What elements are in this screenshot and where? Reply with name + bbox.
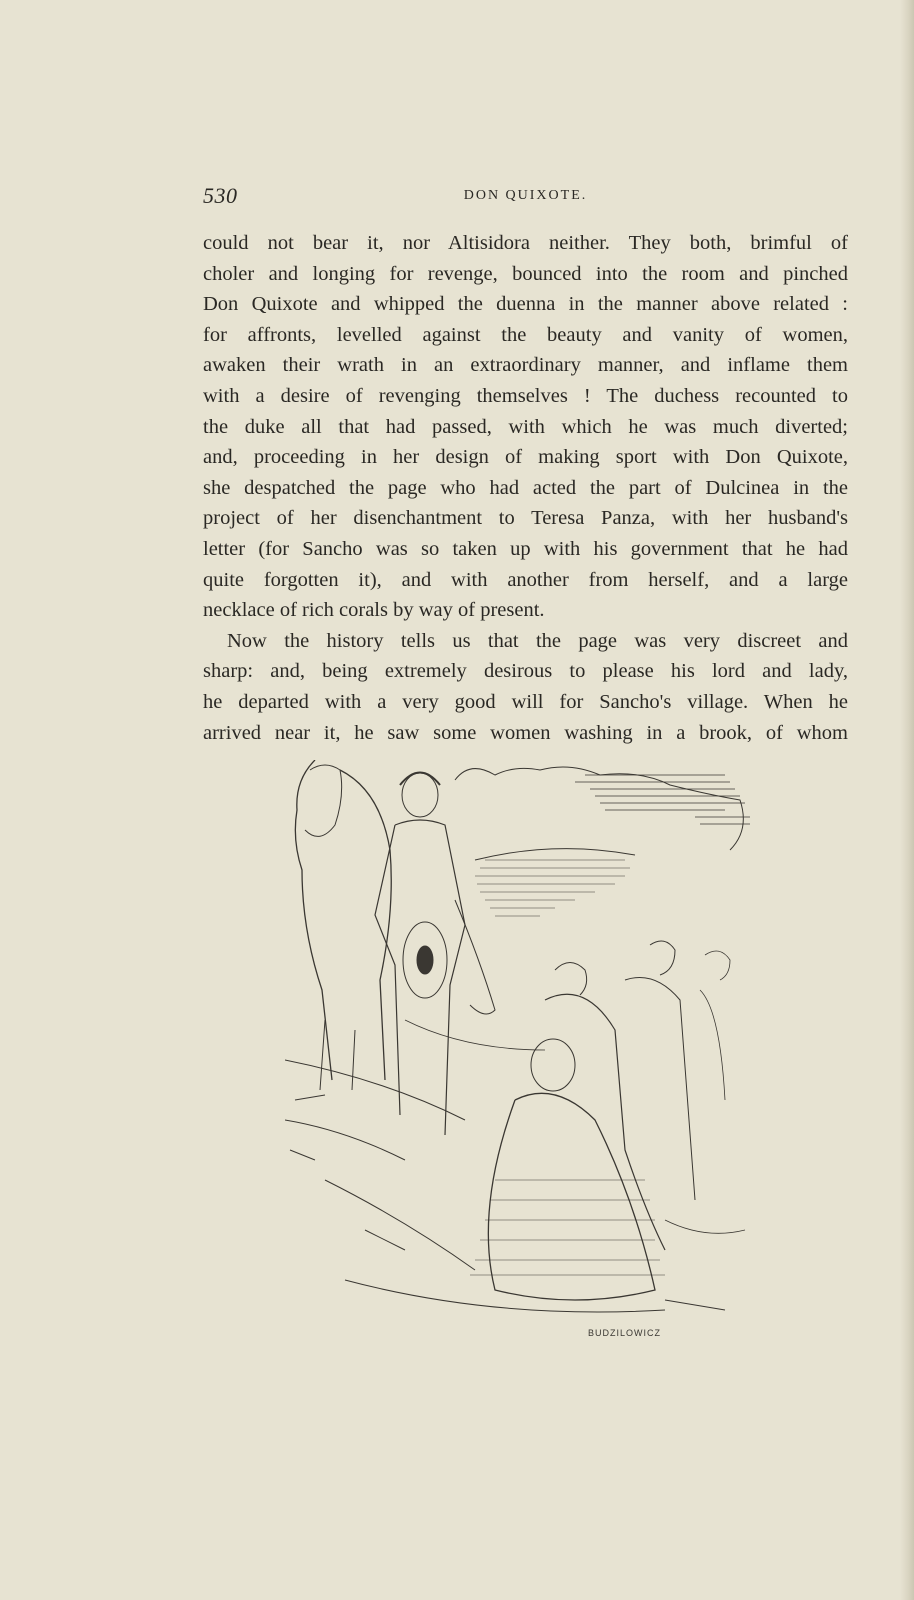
text-line: and, proceeding in her design of making sport with Don Quixote, [203, 446, 848, 469]
text-line: awaken their wrath in an extraordinary manner, and inflame them [203, 354, 848, 377]
text-line: for affronts, levelled against the beauty and vanity of women, [203, 323, 848, 346]
paragraph-1 [203, 228, 848, 626]
text-line: she despatched the page who had acted the part of Dulcinea in the [203, 476, 848, 499]
text-line: sharp: and, being extremely desirous to please his lord and lady, [203, 660, 848, 683]
text-line: choler and longing for revenge, bounced into the room and pinched [203, 262, 848, 285]
paragraph-2 [203, 626, 848, 748]
text-line: necklace of rich corals by way of present. [203, 599, 545, 622]
text-line: Don Quixote and whipped the duenna in the manner above related : [203, 293, 848, 316]
text-line: with a desire of revenging themselves ! The duchess recounted to [203, 384, 848, 407]
running-header [203, 183, 848, 213]
body-text [203, 228, 848, 748]
page-number: 530 [203, 183, 238, 208]
text-line: project of her disenchantment to Teresa Panza, with her husband's [203, 507, 848, 530]
text-line: the duke all that had passed, with which he was much diverted; [203, 415, 848, 438]
page-edge [900, 0, 914, 1600]
text-line: quite forgotten it), and with another from herself, and a large [203, 568, 848, 591]
text-line: could not bear it, nor Altisidora neither. They both, brimful of [203, 232, 848, 254]
text-line: arrived near it, he saw some women washing in a brook, of whom [203, 721, 848, 744]
text-line: Now the history tells us that the page was very discreet and [227, 629, 848, 652]
running-title: DON QUIXOTE. [463, 188, 588, 203]
engraving-illustration [285, 760, 775, 1340]
engraver-signature: BUDZILOWICZ [588, 1328, 661, 1338]
text-line: letter (for Sancho was so taken up with his government that he had [203, 537, 848, 560]
text-line: he departed with a very good will for Sancho's village. When he [203, 690, 848, 713]
engraving-drawing [285, 760, 775, 1340]
